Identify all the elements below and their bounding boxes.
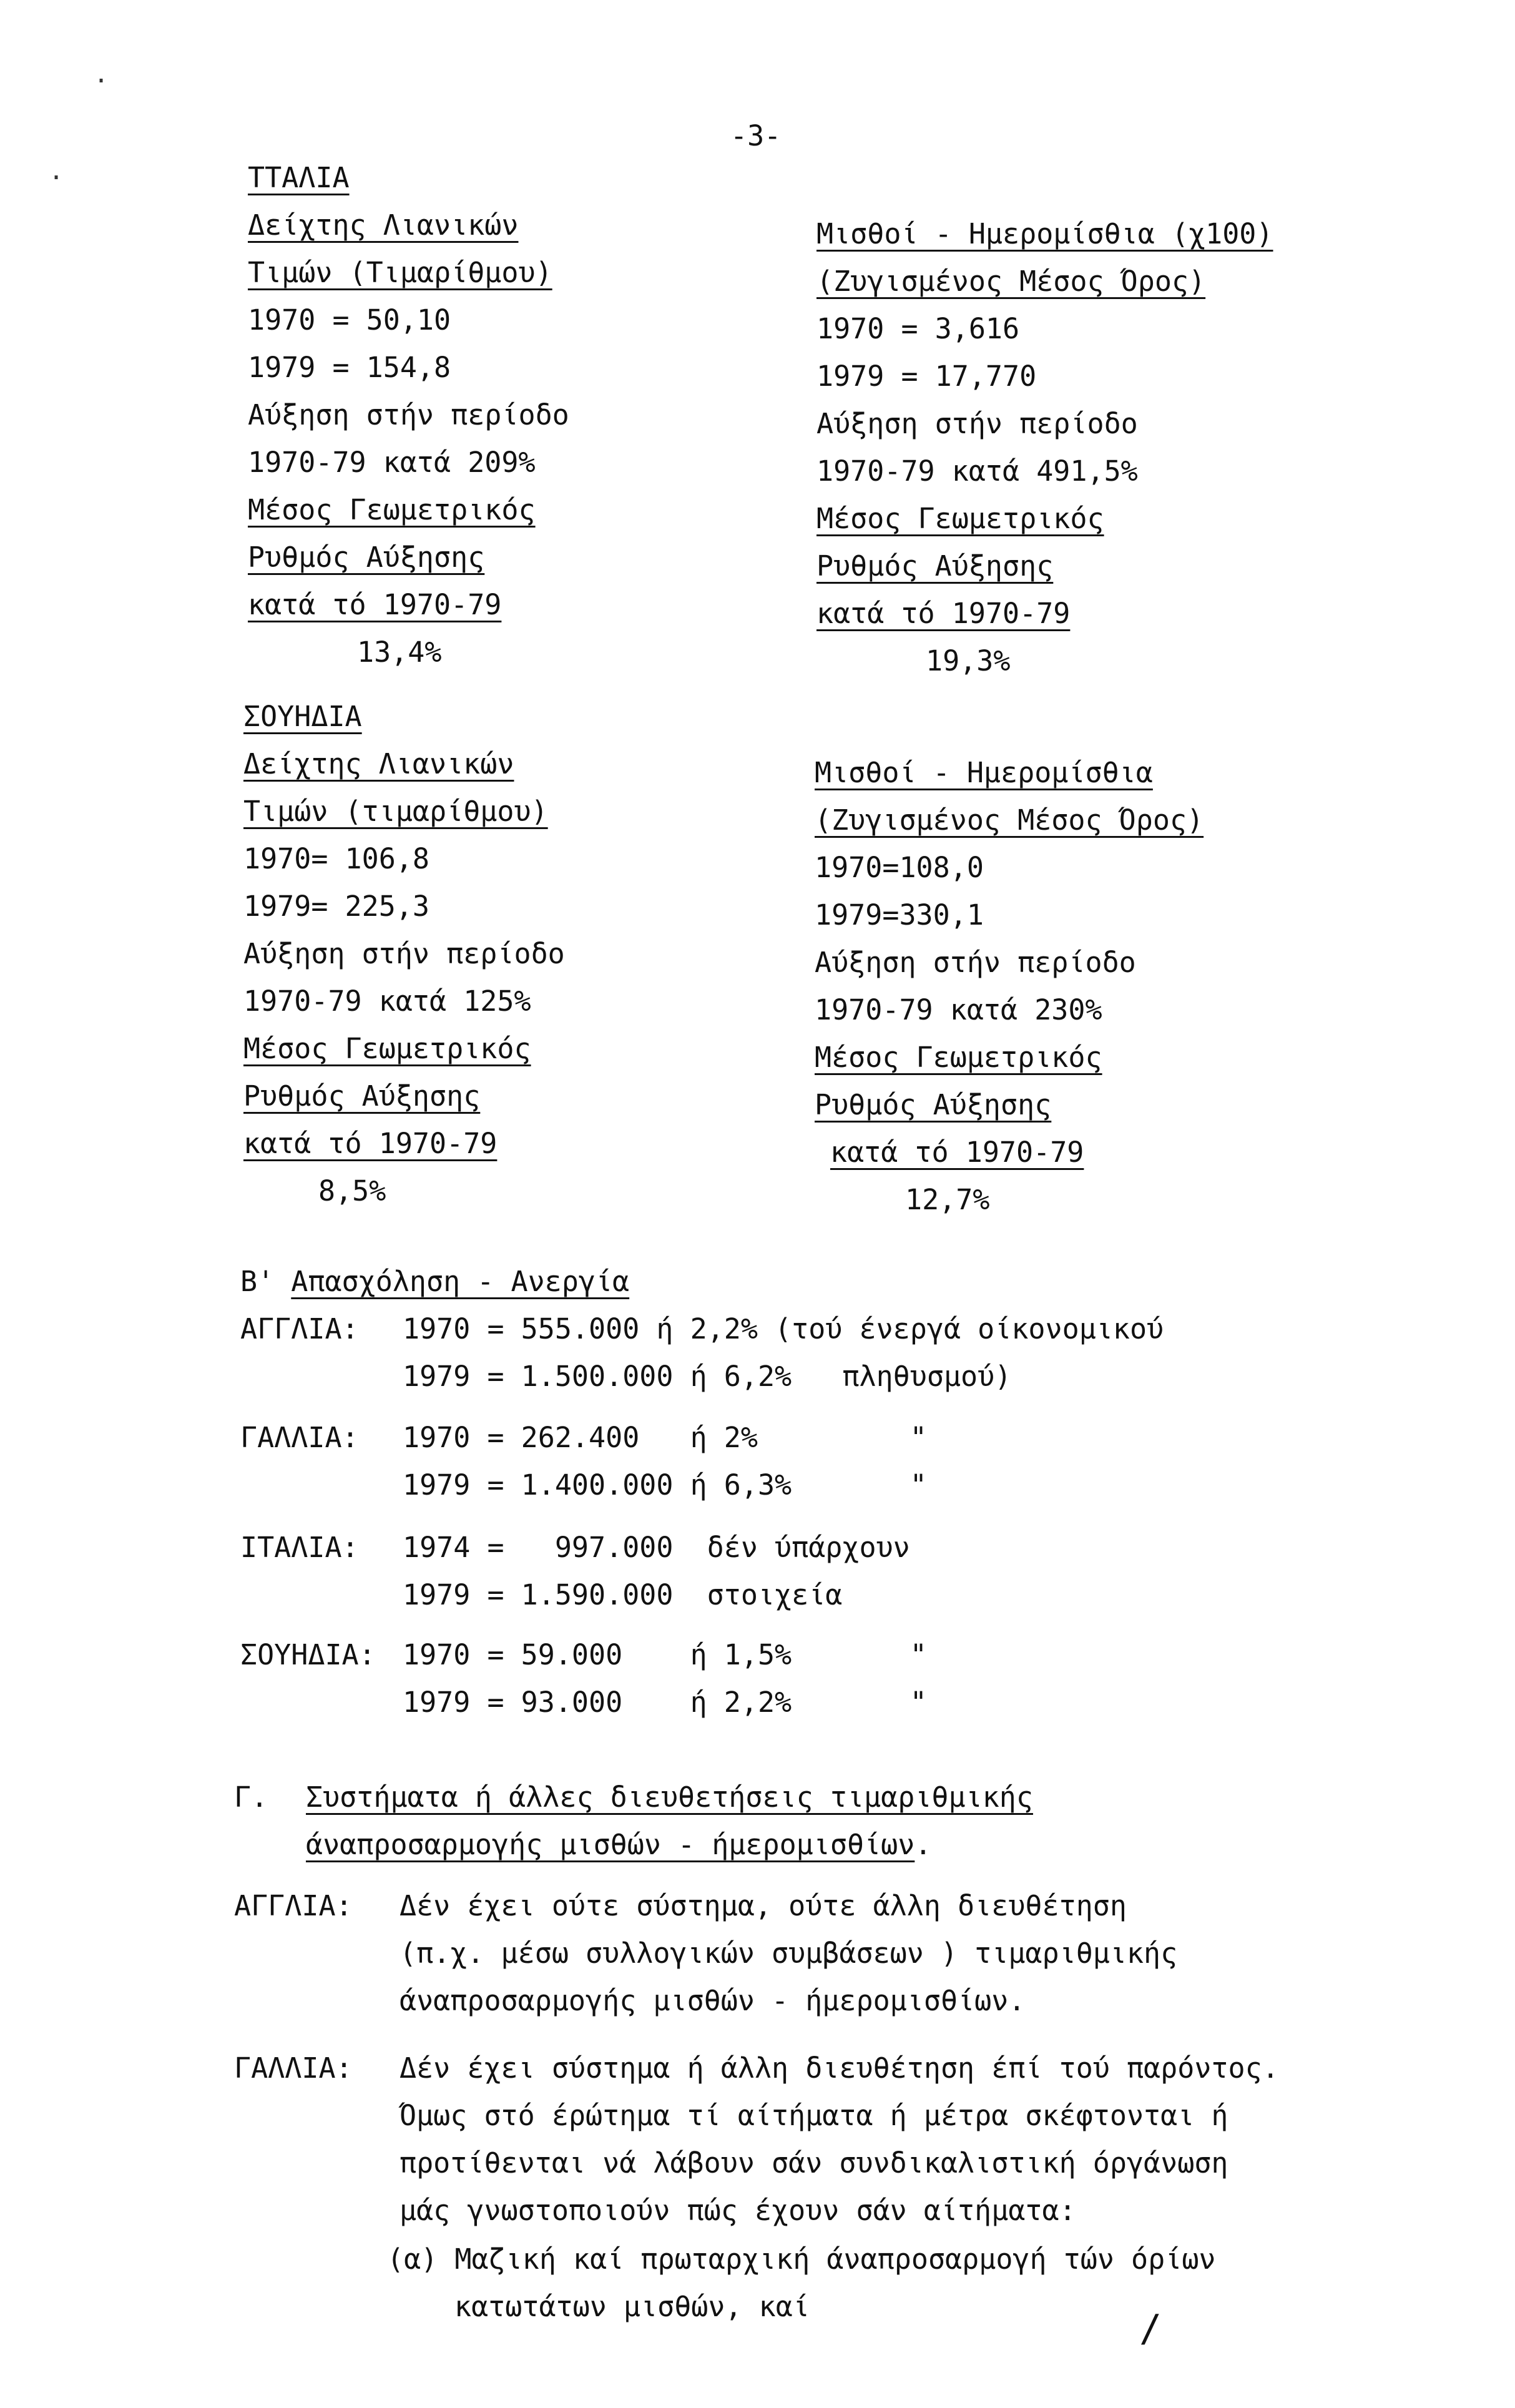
wages-1979: 1979 = 17,770	[816, 360, 1037, 393]
france-line: Δέν έχει σύστημα ή άλλη διευθέτηση έπί τού παρόντος.	[400, 2052, 1279, 2085]
row-values: 1970 = 555.000 ή 2,2% (τού ένεργά οίκονομικού	[403, 1312, 1164, 1345]
section-c-title-end: .	[914, 1828, 932, 1861]
increase-label: Αύξηση στήν περίοδο	[248, 398, 569, 431]
rate-label-1: Μέσος Γεωμετρικός	[248, 493, 536, 526]
section-c-title-1: Συστήματα ή άλλες διευθετήσεις τιμαριθμικής	[306, 1781, 1033, 1814]
prices-title-1: Δείχτης Λιανικών	[248, 209, 519, 242]
rate-label-2: Ρυθμός Αύξησης	[243, 1079, 481, 1113]
italy-prices-block	[248, 161, 810, 686]
rate-label-3: κατά τό 1970-79	[816, 597, 1071, 630]
rate-label-1: Μέσος Γεωμετρικός	[815, 1041, 1102, 1074]
section-b-title: Απασχόληση - Ανεργία	[291, 1265, 630, 1298]
rate-value: 13,4%	[357, 636, 442, 669]
france-line: προτίθενται νά λάβουν σάν συνδικαλιστική όργάνωση	[400, 2146, 1228, 2179]
row-values: 1970 = 59.000 ή 1,5% "	[403, 1638, 927, 1671]
prices-1970: 1970= 106,8	[243, 842, 430, 875]
row-values: 1979 = 1.500.000 ή 6,2% πληθυσμού)	[403, 1360, 1012, 1393]
row-country: ΓΑΛΛΙΑ:	[240, 1421, 359, 1454]
england-line: (π.χ. μέσω συλλογικών συμβάσεων ) τιμαριθμικής	[400, 1937, 1178, 1970]
table-row	[240, 1688, 927, 1736]
table-row	[240, 1423, 927, 1471]
rate-label-1: Μέσος Γεωμετρικός	[816, 502, 1104, 535]
prices-1970: 1970 = 50,10	[248, 303, 451, 337]
increase-value: 1970-79 κατά 125%	[243, 985, 531, 1018]
section-b-prefix: Β'	[240, 1265, 275, 1298]
table-row	[240, 1362, 1011, 1410]
increase-value: 1970-79 κατά 491,5%	[816, 455, 1138, 488]
rate-label-2: Ρυθμός Αύξησης	[248, 541, 485, 574]
rate-value: 12,7%	[905, 1183, 990, 1216]
increase-label: Αύξηση στήν περίοδο	[243, 937, 565, 970]
row-country: ΣΟΥΗΔΙΑ:	[240, 1638, 376, 1671]
increase-value: 1970-79 κατά 230%	[815, 993, 1102, 1026]
rate-label-3: κατά τό 1970-79	[248, 588, 502, 621]
england-label: ΑΓΓΛΙΑ:	[234, 1889, 353, 1922]
row-values: 1974 = 997.000 δέν ύπάρχουν	[403, 1531, 910, 1564]
list-item-a-line-2: κατωτάτων μισθών, καί	[454, 2290, 810, 2323]
country-heading-italy: ΤΤΑΛΙΑ	[248, 161, 350, 194]
section-c-title-2: άναπροσαρμογής μισθών - ήμερομισθίων	[306, 1828, 915, 1861]
section-b-heading	[240, 1265, 630, 1298]
prices-title-1: Δείχτης Λιανικών	[243, 747, 514, 780]
table-row	[240, 1312, 1164, 1362]
rate-label-3: κατά τό 1970-79	[830, 1136, 1084, 1169]
wages-title-1: Μισθοί - Ημερομίσθια (χ100)	[816, 217, 1273, 250]
table-row	[240, 1468, 927, 1518]
prices-1979: 1979= 225,3	[243, 890, 430, 923]
list-item-a-line-1: (α) Μαζική καί πρωταρχική άναπροσαρμογή τών όρίων	[387, 2243, 1216, 2276]
row-values: 1979 = 1.400.000 ή 6,3% "	[403, 1468, 927, 1501]
row-values: 1979 = 93.000 ή 2,2% "	[403, 1686, 927, 1719]
rate-value: 8,5%	[318, 1174, 386, 1207]
wages-title-1: Μισθοί - Ημερομίσθια	[815, 756, 1153, 789]
rate-label-3: κατά τό 1970-79	[243, 1127, 498, 1160]
sweden-wages-block	[815, 756, 1376, 1233]
england-line: άναπροσαρμογής μισθών - ήμερομισθίων.	[400, 1984, 1026, 2017]
table-row	[240, 1533, 910, 1581]
prices-title-2: Τιμών (Τιμαρίθμου)	[248, 256, 552, 289]
increase-label: Αύξηση στήν περίοδο	[816, 407, 1138, 440]
section-c-prefix: Γ.	[234, 1781, 268, 1814]
increase-value: 1970-79 κατά 209%	[248, 446, 536, 479]
wages-title-2: (Ζυγισμένος Μέσος Όρος)	[815, 803, 1204, 837]
rate-value: 19,3%	[926, 644, 1011, 677]
page-number: -3-	[730, 119, 782, 152]
margin-mark: /	[1139, 2307, 1162, 2351]
scan-speck: ·	[49, 164, 64, 192]
table-row	[240, 1638, 927, 1688]
rate-label-2: Ρυθμός Αύξησης	[815, 1088, 1052, 1121]
france-label: ΓΑΛΛΙΑ:	[234, 2052, 353, 2085]
row-values: 1979 = 1.590.000 στοιχεία	[403, 1578, 843, 1611]
france-line: μάς γνωστοποιούν πώς έχουν σάν αίτήματα:	[400, 2194, 1076, 2227]
country-heading-sweden: ΣΟΥΗΔΙΑ	[243, 700, 362, 733]
scan-speck: ·	[94, 67, 109, 96]
wages-1970: 1970=108,0	[815, 851, 984, 884]
wages-1970: 1970 = 3,616	[816, 312, 1020, 345]
wages-title-2: (Ζυγισμένος Μέσος Όρος)	[816, 265, 1206, 298]
rate-label-2: Ρυθμός Αύξησης	[816, 549, 1054, 582]
sweden-prices-block	[243, 702, 805, 1224]
rate-label-1: Μέσος Γεωμετρικός	[243, 1032, 531, 1065]
row-country: ΙΤΑΛΙΑ:	[240, 1531, 359, 1564]
prices-1979: 1979 = 154,8	[248, 351, 451, 384]
italy-wages-block	[816, 217, 1378, 694]
prices-title-2: Τιμών (τιμαρίθμου)	[243, 795, 548, 828]
england-line: Δέν έχει ούτε σύστημα, ούτε άλλη διευθέτηση	[400, 1889, 1127, 1922]
row-values: 1970 = 262.400 ή 2% "	[403, 1421, 927, 1454]
table-row	[240, 1578, 843, 1628]
increase-label: Αύξηση στήν περίοδο	[815, 946, 1136, 979]
wages-1979: 1979=330,1	[815, 898, 984, 931]
france-line: Όμως στό έρώτημα τί αίτήματα ή μέτρα σκέφτονται ή	[400, 2099, 1228, 2132]
row-country: ΑΓΓΛΙΑ:	[240, 1312, 359, 1345]
